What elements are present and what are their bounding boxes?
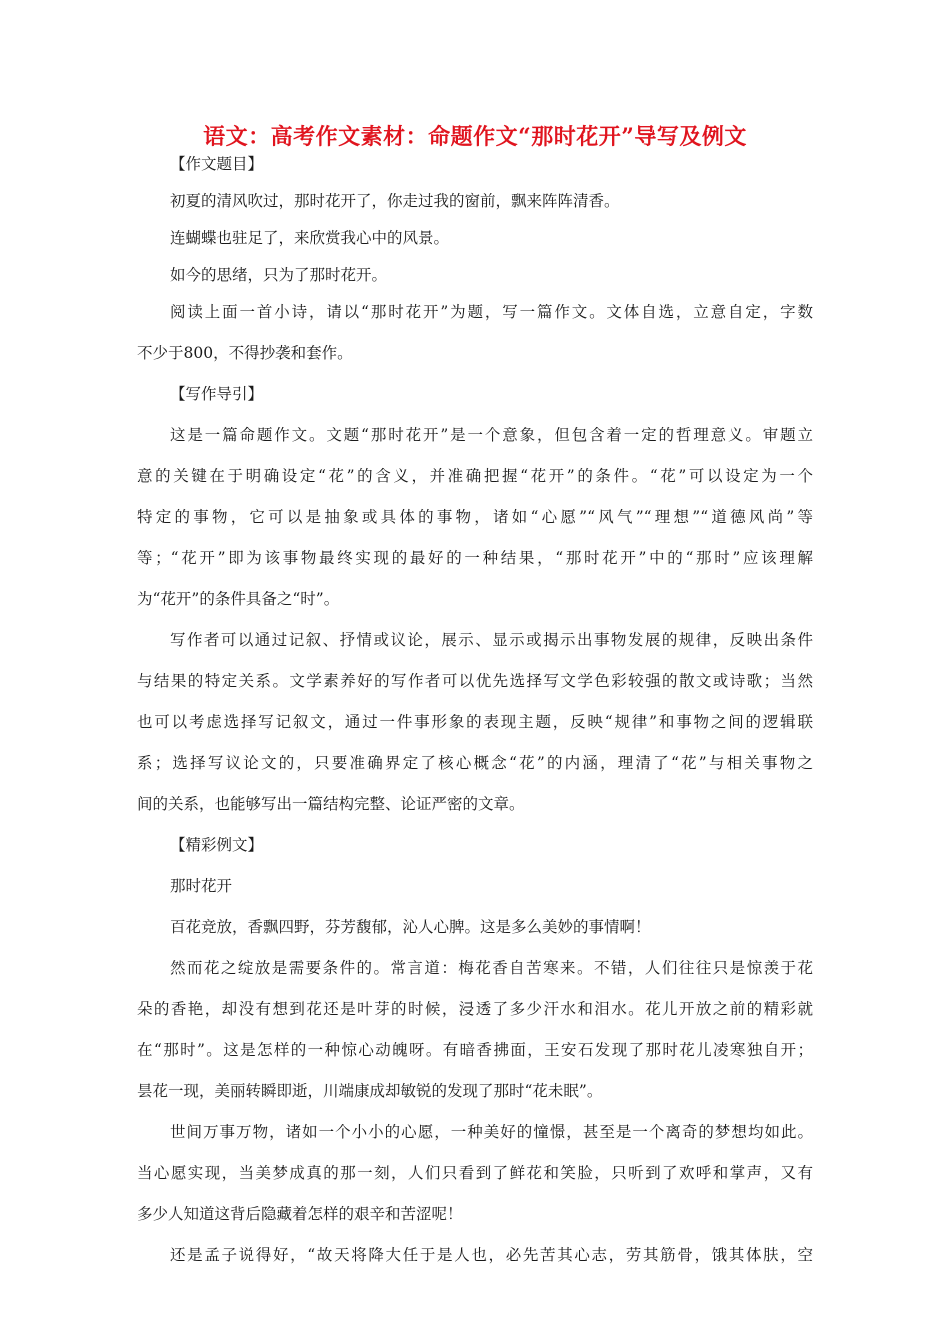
paragraph-line: 多少人知道这背后隐藏着怎样的艰辛和苦涩呢！ [137, 1205, 463, 1223]
paragraph-line: 当心愿实现，当美梦成真的那一刻，人们只看到了鲜花和笑脸，只听到了欢呼和掌声，又有 [137, 1164, 813, 1182]
paragraph-line: 也可以考虑选择写记叙文，通过一件事形象的表现主题，反映“规律”和事物之间的逻辑联 [137, 713, 813, 731]
essay-title: 那时花开 [170, 877, 233, 895]
paragraph-line: 在“那时”。这是怎样的一种惊心动魄呀。有暗香拂面，王安石发现了那时花儿凌寒独自开； [137, 1041, 813, 1059]
paragraph-line: 意的关键在于明确设定“花”的含义，并准确把握“花开”的条件。“花”可以设定为一个 [137, 467, 813, 485]
paragraph-line: 昙花一现，美丽转瞬即逝，川端康成却敏锐的发现了那时“花未眠”。 [137, 1082, 603, 1100]
paragraph-line: 然而花之绽放是需要条件的。常言道：梅花香自苦寒来。不错，人们往往只是惊羡于花 [170, 959, 813, 977]
paragraph-line: 百花竞放，香飘四野，芬芳馥郁，沁人心脾。这是多么美妙的事情啊！ [170, 918, 651, 936]
paragraph-line: 写作者可以通过记叙、抒情或议论，展示、显示或揭示出事物发展的规律，反映出条件 [170, 631, 813, 649]
paragraph-line: 朵的香艳，却没有想到花还是叶芽的时候，浸透了多少汗水和泪水。花儿开放之前的精彩就 [137, 1000, 813, 1018]
paragraph-line: 世间万事万物，诸如一个小小的心愿，一种美好的憧憬，甚至是一个离奇的梦想均如此。 [170, 1123, 813, 1141]
document-body [137, 122, 813, 1265]
paragraph-line: 连蝴蝶也驻足了，来欣赏我心中的风景。 [170, 229, 450, 247]
paragraph-line: 阅读上面一首小诗，请以“那时花开”为题，写一篇作文。文体自选，立意自定，字数 [170, 303, 813, 321]
paragraph-line: 如今的思绪，只为了那时花开。 [170, 266, 388, 284]
document-title: 语文：高考作文素材：命题作文“那时花开”导写及例文 [203, 124, 747, 150]
paragraph-line: 特定的事物，它可以是抽象或具体的事物，诸如“心愿”“风气”“理想”“道德风尚”等 [137, 508, 813, 526]
section-heading-essay: 【精彩例文】 [170, 836, 264, 854]
paragraph-line: 与结果的特定关系。文学素养好的写作者可以优先选择写文学色彩较强的散文或诗歌；当然 [137, 672, 813, 690]
paragraph-line: 不少于800，不得抄袭和套作。 [137, 344, 353, 362]
paragraph-line: 间的关系，也能够写出一篇结构完整、论证严密的文章。 [137, 795, 525, 813]
paragraph-line: 这是一篇命题作文。文题“那时花开”是一个意象，但包含着一定的哲理意义。审题立 [170, 426, 813, 444]
section-heading-topic: 【作文题目】 [170, 155, 264, 173]
section-heading-guide: 【写作导引】 [170, 385, 264, 403]
paragraph-line: 初夏的清风吹过，那时花开了，你走过我的窗前，飘来阵阵清香。 [170, 192, 620, 210]
paragraph-line: 为“花开”的条件具备之“时”。 [137, 590, 340, 608]
paragraph-line: 系；选择写议论文的，只要准确界定了核心概念“花”的内涵，理清了“花”与相关事物之 [137, 754, 813, 772]
paragraph-line: 等；“花开”即为该事物最终实现的最好的一种结果，“那时花开”中的“那时”应该理解 [137, 549, 813, 567]
paragraph-line: 还是孟子说得好，“故天将降大任于是人也，必先苦其心志，劳其筋骨，饿其体肤，空 [170, 1246, 813, 1264]
